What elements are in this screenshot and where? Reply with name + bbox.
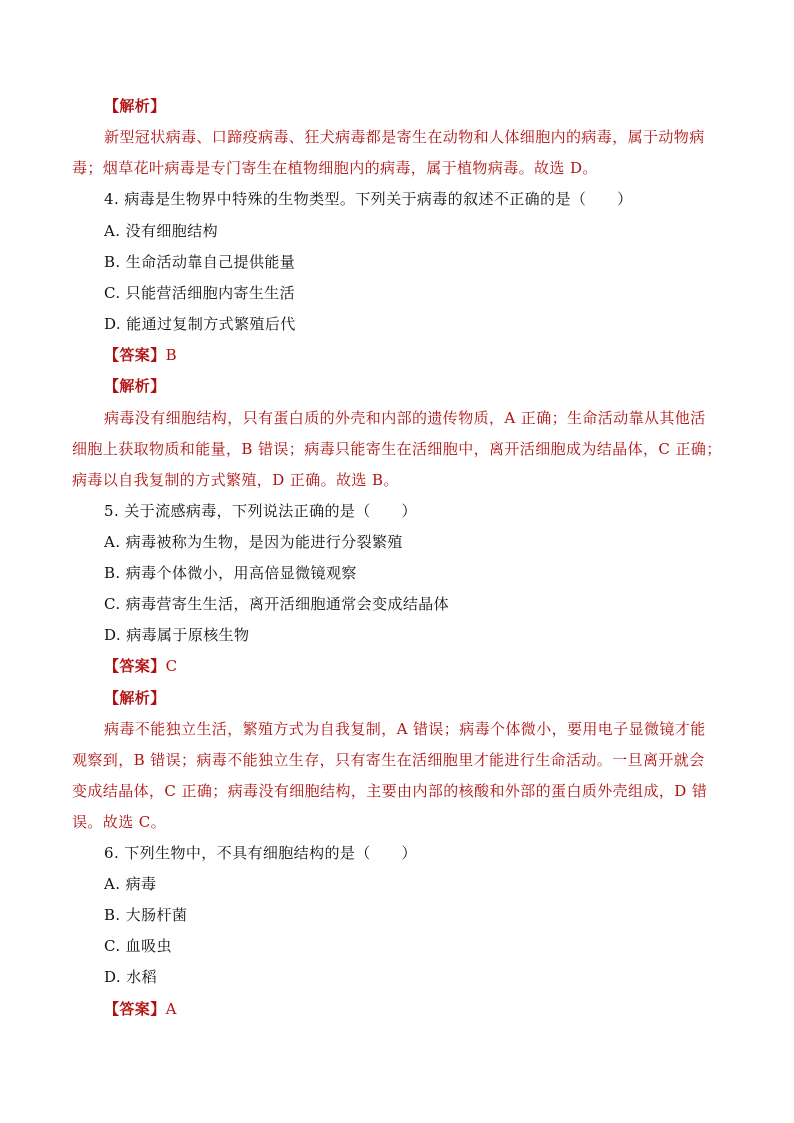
question-option: A. 病毒被称为生物，是因为能进行分裂繁殖 xyxy=(104,533,403,551)
question-option: C. 病毒营寄生生活，离开活细胞通常会变成结晶体 xyxy=(104,595,450,613)
question-option: B. 病毒个体微小，用高倍显微镜观察 xyxy=(104,564,357,582)
answer-label: 【答案】 xyxy=(104,346,166,364)
analysis-label: 【解析】 xyxy=(104,97,166,115)
analysis-text: 观察到，B 错误；病毒不能独立生存，只有寄生在活细胞里才能进行生命活动。一旦离开就会 xyxy=(72,751,705,769)
analysis-label: 【解析】 xyxy=(104,689,166,707)
question-stem: 4. 病毒是生物界中特殊的生物类型。下列关于病毒的叙述不正确的是（ ） xyxy=(104,190,633,208)
question-option: A. 没有细胞结构 xyxy=(104,222,218,240)
analysis-text: 误。故选 C。 xyxy=(72,813,167,831)
answer-row xyxy=(104,999,177,1019)
analysis-text: 病毒不能独立生活，繁殖方式为自我复制，A 错误；病毒个体微小，要用电子显微镜才能 xyxy=(104,720,706,738)
question-stem: 6. 下列生物中，不具有细胞结构的是（ ） xyxy=(104,844,417,862)
analysis-label: 【解析】 xyxy=(104,377,166,395)
question-stem: 5. 关于流感病毒，下列说法正确的是（ ） xyxy=(104,502,417,520)
analysis-text: 变成结晶体，C 正确；病毒没有细胞结构，主要由内部的核酸和外部的蛋白质外壳组成，D 错 xyxy=(72,782,708,800)
question-option: D. 能通过复制方式繁殖后代 xyxy=(104,315,296,333)
answer-row xyxy=(104,656,178,676)
answer-row xyxy=(104,345,177,365)
answer-value: A xyxy=(165,1000,177,1018)
analysis-text: 毒；烟草花叶病毒是专门寄生在植物细胞内的病毒，属于植物病毒。故选 D。 xyxy=(72,159,598,177)
analysis-text: 病毒以自我复制的方式繁殖，D 正确。故选 B。 xyxy=(72,471,399,489)
answer-label: 【答案】 xyxy=(104,1000,166,1018)
analysis-text: 新型冠状病毒、口蹄疫病毒、狂犬病毒都是寄生在动物和人体细胞内的病毒，属于动物病 xyxy=(104,128,705,146)
answer-value: B xyxy=(165,346,178,364)
question-option: D. 病毒属于原核生物 xyxy=(104,626,250,644)
question-option: C. 血吸虫 xyxy=(104,937,172,955)
question-option: D. 水稻 xyxy=(104,968,158,986)
question-option: B. 生命活动靠自己提供能量 xyxy=(104,253,296,271)
question-option: B. 大肠杆菌 xyxy=(104,906,188,924)
analysis-text: 病毒没有细胞结构，只有蛋白质的外壳和内部的遗传物质，A 正确；生命活动靠从其他活 xyxy=(104,409,706,427)
question-option: A. 病毒 xyxy=(104,875,157,893)
answer-label: 【答案】 xyxy=(104,657,166,675)
analysis-text: 细胞上获取物质和能量，B 错误；病毒只能寄生在活细胞中，离开活细胞成为结晶体，C 正确； xyxy=(72,440,722,458)
answer-value: C xyxy=(165,657,178,675)
question-option: C. 只能营活细胞内寄生生活 xyxy=(104,284,296,302)
